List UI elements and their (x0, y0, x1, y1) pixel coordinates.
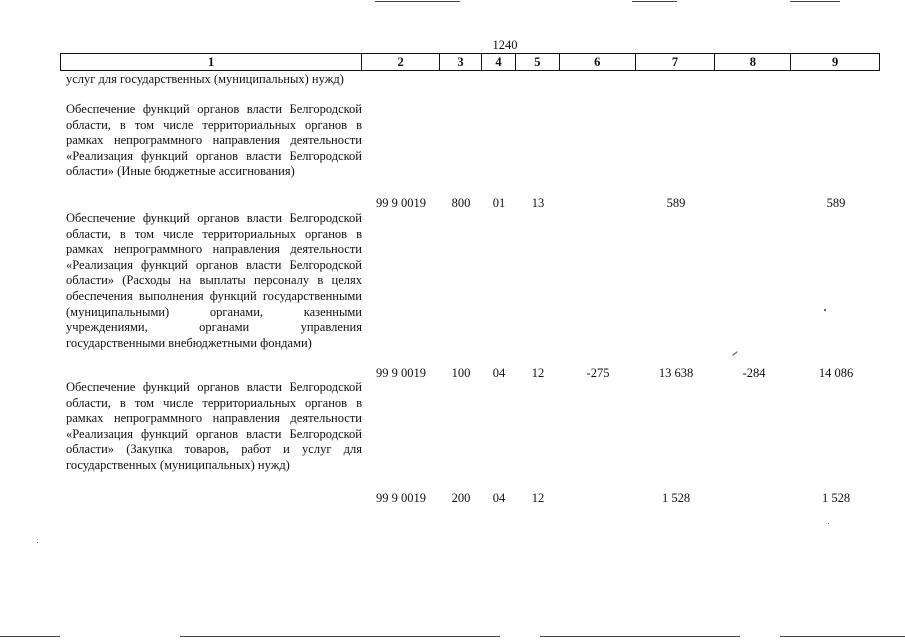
cell-subsection: 12 (531, 366, 545, 380)
cell-section: 01 (492, 196, 506, 210)
page-number: 1240 (492, 38, 518, 52)
column-header-1: 1 (61, 54, 362, 70)
cell-col7: 13 638 (658, 366, 694, 380)
cell-subsection: 12 (531, 491, 545, 505)
cell-col7: 1 528 (661, 491, 691, 505)
cell-expense-type: 800 (451, 196, 471, 210)
column-header-3: 3 (440, 54, 482, 70)
scan-edge-line (540, 636, 740, 637)
cell-subsection: 13 (531, 196, 545, 210)
scan-speck (37, 542, 38, 543)
row-description: Обеспечение функций органов власти Белгородской области, в том числе территориальных органов в рамках непрограммного направления деятельности «Реализация функций органов власти Белгородской области» (Иные бюджетные ассигнования) (66, 102, 362, 179)
column-header-6: 6 (560, 54, 636, 70)
scan-speck (828, 523, 829, 524)
scan-edge-line (0, 636, 60, 637)
scan-edge-line (780, 636, 905, 637)
cell-col7: 589 (666, 196, 686, 210)
scan-edge-line (375, 1, 460, 2)
column-header-8: 8 (715, 54, 791, 70)
column-header-7: 7 (636, 54, 716, 70)
row-description: услуг для государственных (муниципальных) нужд) (66, 72, 344, 86)
row-description: Обеспечение функций органов власти Белгородской области, в том числе территориальных органов в рамках непрограммного направления деятельности «Реализация функций органов власти Белгородской области» (Закупка товаров, работ и услуг для государственных (муниципальных) нужд) (66, 380, 362, 472)
cell-col9: 589 (826, 196, 846, 210)
table-row (60, 72, 880, 104)
table-header (60, 53, 880, 71)
cell-expense-type: 200 (451, 491, 471, 505)
column-header-2: 2 (362, 54, 440, 70)
cell-col6: -275 (586, 366, 610, 380)
cell-col9: 14 086 (818, 366, 854, 380)
cell-col8: -284 (742, 366, 766, 380)
scan-edge-line (180, 636, 500, 637)
cell-section: 04 (492, 491, 506, 505)
scan-edge-line (632, 1, 677, 2)
cell-code: 99 9 0019 (376, 196, 426, 210)
column-header-9: 9 (832, 55, 839, 69)
cell-code: 99 9 0019 (376, 491, 426, 505)
column-header-4: 4 (482, 54, 516, 70)
cell-section: 04 (492, 366, 506, 380)
cell-col9: 1 528 (821, 491, 851, 505)
column-header-5: 5 (516, 54, 560, 70)
row-description: Обеспечение функций органов власти Белгородской области, в том числе территориальных органов в рамках непрограммного направления деятельности «Реализация функций органов власти Белгородской области» (Расходы на выплаты персоналу в целях обеспечения выполнения функций государственными (муниципальными) органами, казенными учреждениями, органами управления государственными внебюджетными фондами) (66, 211, 362, 350)
table-row (60, 380, 880, 510)
scan-edge-line (790, 1, 840, 2)
cell-code: 99 9 0019 (376, 366, 426, 380)
table-row (60, 102, 880, 210)
table-row (60, 211, 880, 381)
cell-expense-type: 100 (451, 366, 471, 380)
